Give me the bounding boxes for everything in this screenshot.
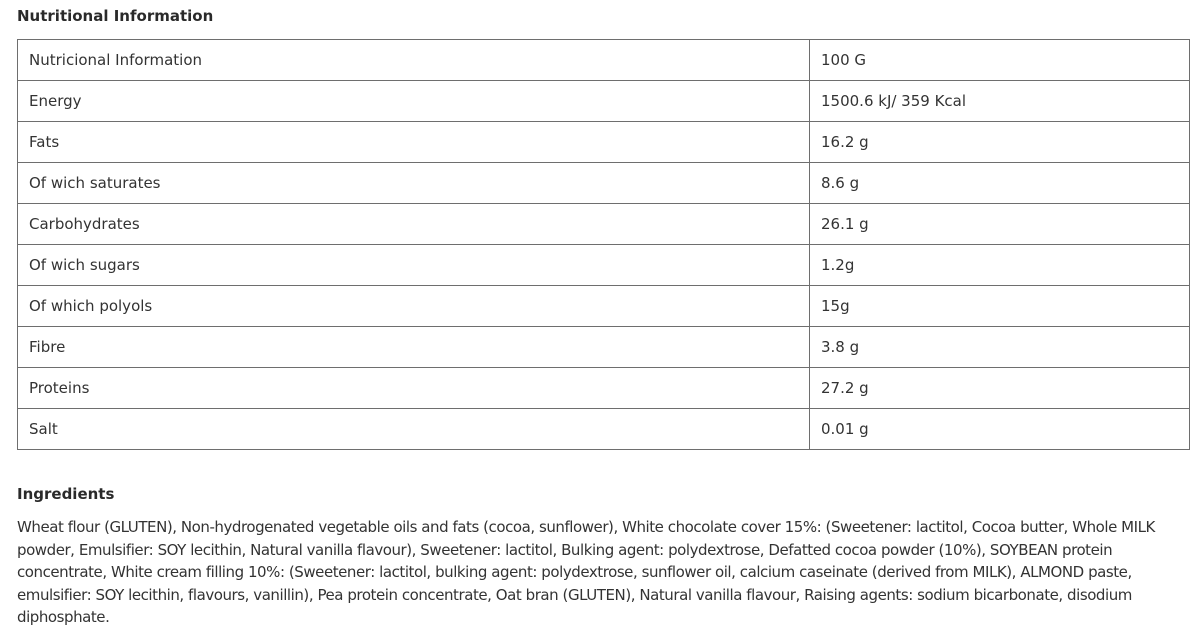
nutrient-value: 15g [810,286,1190,327]
nutrient-value: 1.2g [810,245,1190,286]
table-row [18,40,1190,81]
nutrition-heading: Nutritional Information [17,7,214,25]
table-row [18,122,1190,163]
nutrient-label: Fibre [18,327,810,368]
nutrient-value: 3.8 g [810,327,1190,368]
nutrient-value: 16.2 g [810,122,1190,163]
nutrition-table [17,39,1190,450]
table-row [18,286,1190,327]
nutrient-label: Proteins [18,368,810,409]
table-row [18,368,1190,409]
nutrient-label: Nutricional Information [18,40,810,81]
table-row [18,409,1190,450]
nutrient-value: 1500.6 kJ/ 359 Kcal [810,81,1190,122]
nutrient-label: Fats [18,122,810,163]
nutrient-label: Of wich sugars [18,245,810,286]
nutrient-label: Of which polyols [18,286,810,327]
table-row [18,245,1190,286]
nutrient-value: 8.6 g [810,163,1190,204]
table-row [18,81,1190,122]
table-row [18,204,1190,245]
table-row [18,327,1190,368]
nutrient-label: Energy [18,81,810,122]
nutrient-value: 27.2 g [810,368,1190,409]
nutrient-value: 0.01 g [810,409,1190,450]
table-row [18,163,1190,204]
nutrient-value: 26.1 g [810,204,1190,245]
nutrient-label: Salt [18,409,810,450]
ingredients-heading: Ingredients [17,485,115,503]
nutrient-label: Of wich saturates [18,163,810,204]
nutrient-value: 100 G [810,40,1190,81]
ingredients-text: Wheat flour (GLUTEN), Non-hydrogenated vegetable oils and fats (cocoa, sunflower), White chocolate cover 15%: (Sweetener: lactitol, Cocoa butter, Whole MILK powder, Emulsifier: SOY lecithin, Natural vanilla flavour), Sweetener: lactitol, Bulking agent: polydextrose, Defatted cocoa powder (10%), SOYBEAN protein concentrate, White cream filling 10%: (Sweetener: lactitol, bulking agent: polydextrose, sunflower oil, calcium caseinate (derived from MILK), ALMOND paste, emulsifier: SOY lecithin, flavours, vanillin), Pea protein concentrate, Oat bran (GLUTEN), Natural vanilla flavour, Raising agents: sodium bicarbonate, disodium diphosphate. [17,518,1155,626]
nutrient-label: Carbohydrates [18,204,810,245]
